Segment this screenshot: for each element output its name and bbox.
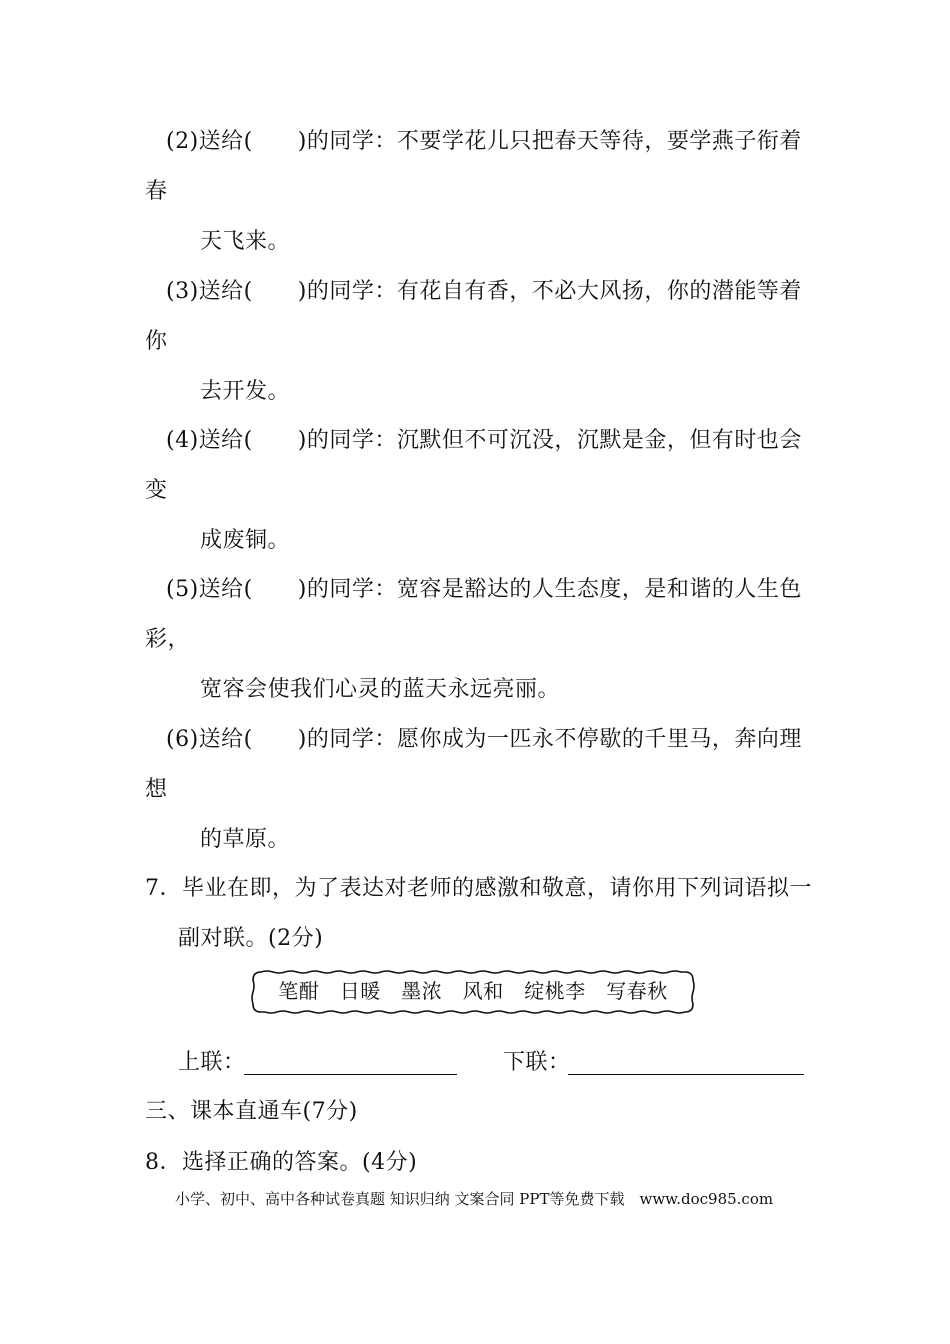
item-6-wrap: 想 xyxy=(145,777,168,802)
item-5-main: (5)送给( )的同学：宽容是豁达的人生态度，是和谐的人生色 xyxy=(166,577,802,602)
section-3-heading: 三、课本直通车(7分) xyxy=(145,1099,358,1124)
word-bank-words: 笔酣 日暖 墨浓 风和 绽桃李 写春秋 xyxy=(278,979,668,1003)
item-4-continuation: 成废铜。 xyxy=(200,528,291,553)
item-2-wrap: 春 xyxy=(145,179,168,204)
item-3-wrap: 你 xyxy=(145,329,168,354)
upper-couplet-blank[interactable] xyxy=(244,1074,457,1075)
upper-couplet-label: 上联： xyxy=(178,1050,246,1075)
word-bank-box xyxy=(249,968,697,1016)
question-7-line-1: 7．毕业在即，为了表达对老师的感激和敬意，请你用下列词语拟一 xyxy=(145,876,812,901)
page-footer: 小学、初中、高中各种试卷真题 知识归纳 文案合同 PPT等免费下载 www.doc985.com xyxy=(175,1190,774,1208)
item-4-wrap: 变 xyxy=(145,478,168,503)
lower-couplet-blank[interactable] xyxy=(568,1074,804,1075)
item-3-main: (3)送给( )的同学：有花自有香，不必大风扬，你的潜能等着 xyxy=(166,279,802,304)
item-6-continuation: 的草原。 xyxy=(200,827,291,852)
item-2-main: (2)送给( )的同学：不要学花儿只把春天等待，要学燕子衔着 xyxy=(166,129,802,154)
item-3-continuation: 去开发。 xyxy=(200,379,291,404)
item-4-main: (4)送给( )的同学：沉默但不可沉没，沉默是金，但有时也会 xyxy=(166,428,802,453)
lower-couplet-label: 下联： xyxy=(503,1050,571,1075)
item-5-continuation: 宽容会使我们心灵的蓝天永远亮丽。 xyxy=(200,677,561,702)
item-2-continuation: 天飞来。 xyxy=(200,229,291,254)
item-6-main: (6)送给( )的同学：愿你成为一匹永不停歇的千里马，奔向理 xyxy=(166,727,802,752)
question-7-line-2: 副对联。(2分) xyxy=(178,926,324,951)
question-8: 8．选择正确的答案。(4分) xyxy=(145,1150,418,1175)
item-5-wrap: 彩， xyxy=(145,627,191,652)
